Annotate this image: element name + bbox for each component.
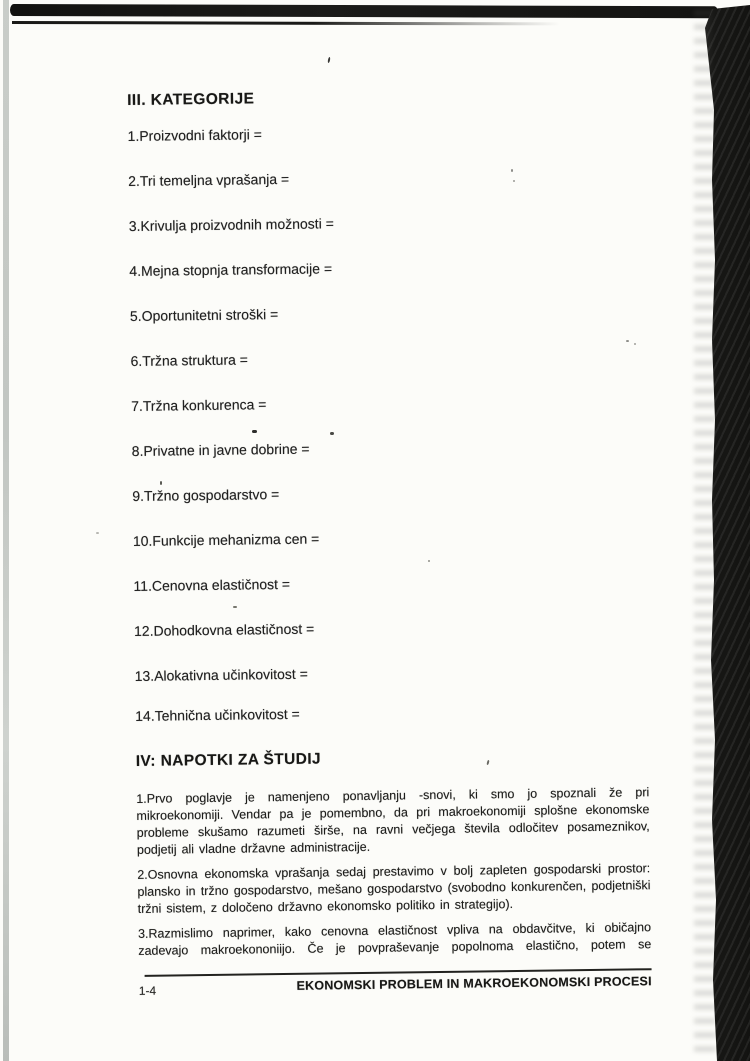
- category-item-13: 13.Alokativna učinkovitost =: [134, 665, 308, 684]
- scan-artifact: [634, 343, 636, 345]
- category-item-11: 11.Cenovna elastičnost =: [133, 575, 291, 594]
- section-heading-napotki: IV: NAPOTKI ZA ŠTUDIJ: [135, 750, 322, 770]
- section-heading-kategorije: III. KATEGORIJE: [127, 90, 255, 109]
- napotki-paragraph-1: 1.Prvo poglavje je namenjeno ponavljanju -snovi, ki smo jo spoznali že pri mikroekonomiji. Vendar pa je pomembno, da pri makroekonomiji splošne ekonomske probleme skušamo razumeti širše, na ravni večjega števila odločitev posameznikov, podjetij ali vladne državne administracije.: [136, 785, 650, 857]
- footer-running-title: EKONOMSKI PROBLEM IN MAKROEKONOMSKI PROCESI: [296, 974, 652, 993]
- category-item-2: 2.Tri temeljna vprašanja =: [128, 170, 290, 189]
- category-item-1: 1.Proizvodni faktorji =: [127, 126, 262, 144]
- scan-artifact: [160, 481, 162, 485]
- category-item-12: 12.Dohodkovna elastičnost =: [133, 620, 315, 639]
- scan-artifact: [252, 430, 257, 433]
- category-item-14: 14.Tehnična učinkovitost =: [135, 705, 300, 724]
- category-item-5: 5.Oportunitetni stroški =: [129, 306, 279, 324]
- scan-artifact: [233, 606, 237, 608]
- category-item-6: 6.Tržna struktura =: [130, 351, 249, 369]
- category-item-4: 4.Mejna stopnja transformacije =: [129, 260, 333, 279]
- scan-artifact: [511, 169, 513, 172]
- napotki-paragraph-2: 2.Osnovna ekonomska vprašanja sedaj prestavimo v bolj zapleten gospodarski prostor: plansko in tržno gospodarstvo, mešano gospodarstvo (svobodno konkurenčen, podjetniški tržni sistem, z določeno državno ekonomsko politiko in strategijo).: [137, 861, 651, 916]
- category-item-10: 10.Funkcije mehanizma cen =: [132, 530, 320, 549]
- napotki-paragraph-3: 3.Razmislimo naprimer, kako cenovna elastičnost vpliva na obdavčitve, ki običajno zadevajo makroekononiijo. Če je povpraševanje popolnoma elastično, potem se: [137, 920, 652, 958]
- page-footer: [139, 968, 652, 998]
- category-item-3: 3.Krivulja proizvodnih možnosti =: [128, 215, 334, 234]
- category-item-7: 7.Tržna konkurenca =: [131, 396, 267, 414]
- category-item-9: 9.Tržno gospodarstvo =: [132, 486, 280, 504]
- scan-artifact: [330, 432, 334, 435]
- category-item-8: 8.Privatne in javne dobrine =: [131, 440, 310, 459]
- scan-artifact: [626, 340, 629, 342]
- category-list: [127, 121, 648, 724]
- footer-page-number: 1-4: [138, 983, 157, 998]
- scan-artifact: [428, 560, 430, 562]
- scan-artifact: [96, 532, 99, 534]
- scan-artifact: [513, 180, 515, 182]
